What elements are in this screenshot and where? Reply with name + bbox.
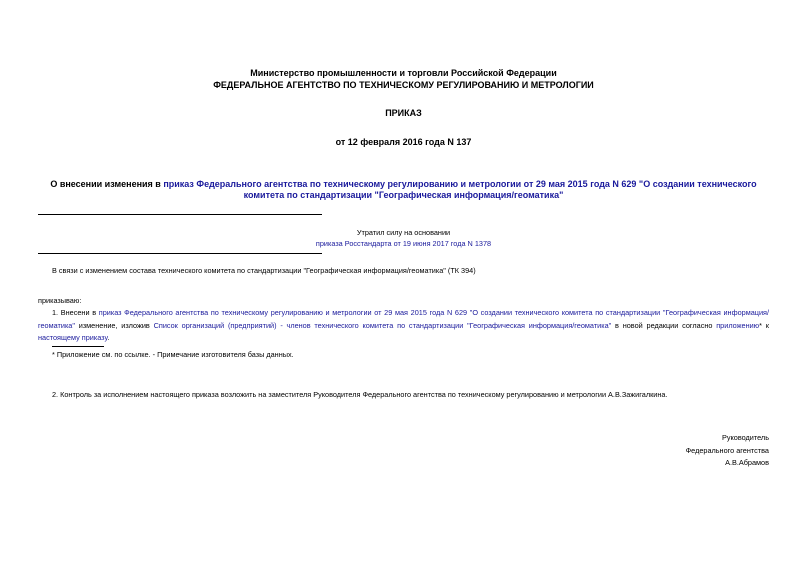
divider-bottom bbox=[38, 253, 322, 254]
item-1-mid2: в новой редакции согласно bbox=[611, 320, 717, 330]
ministry-name: Министерство промышленности и торговли Российской Федерации bbox=[250, 68, 557, 78]
item-1-mid: изменение, изложив bbox=[74, 320, 154, 330]
item-2-paragraph: 2. Контроль за исполнением настоящего приказа возложить на заместителя Руководителя Федерального агентства по техническому регулированию и метрологии А.В.Зажигалкина. bbox=[52, 390, 668, 399]
signature-name: А.В.Абрамов bbox=[725, 458, 769, 467]
doc-type: ПРИКАЗ bbox=[385, 108, 422, 118]
item-1-start: 1. Внесени в bbox=[52, 308, 99, 317]
title-order-link[interactable]: приказ Федерального агентства по техническому регулированию и метрологии от 29 мая 2015 года N 629 "О создании технического bbox=[163, 179, 757, 189]
status-note: Утратил силу на основании bbox=[356, 228, 451, 237]
signature-block bbox=[686, 432, 769, 470]
order-word: приказываю: bbox=[38, 296, 82, 305]
doc-title-line1 bbox=[0, 179, 807, 189]
agency-name: ФЕДЕРАЛЬНОЕ АГЕНТСТВО ПО ТЕХНИЧЕСКОМУ РЕГУЛИРОВАНИЮ И МЕТРОЛОГИИ bbox=[213, 80, 594, 90]
doc-title-line2 bbox=[0, 190, 807, 200]
footnote: * Приложение см. по ссылке. - Примечание изготовителя базы данных. bbox=[52, 350, 294, 359]
title-order-link-cont[interactable]: комитета по стандартизации "Географическая информация/геоматика" bbox=[243, 190, 564, 200]
item-1-paragraph bbox=[38, 307, 769, 345]
item-1-mid3: * к bbox=[759, 320, 769, 330]
item-1-this-order-link[interactable]: настоящему приказу bbox=[38, 333, 108, 342]
status-repeal-link[interactable]: приказа Росстандарта от 19 июня 2017 года N 1378 bbox=[315, 239, 492, 248]
title-prefix: О внесении изменения в bbox=[50, 179, 164, 189]
divider-top bbox=[38, 214, 322, 215]
item-1-order-link[interactable]: приказ Федерального агентства по техническому регулированию и метрологии от 29 мая 2015 года N 629 "О создании технического комитета по стандартизации "Географическая информация/геоматика" bbox=[38, 308, 770, 330]
doc-date-number: от 12 февраля 2016 года N 137 bbox=[335, 137, 472, 147]
signature-title: Руководитель bbox=[721, 433, 769, 442]
footnote-rule bbox=[52, 346, 104, 347]
signature-agency: Федерального агентства bbox=[685, 445, 769, 455]
intro-paragraph: В связи с изменением состава технического комитета по стандартизации "Географическая информация/геоматика" (ТК 394) bbox=[52, 266, 476, 275]
item-1-appendix-link[interactable]: приложению bbox=[716, 320, 760, 330]
item-1-list-link[interactable]: Список организаций (предприятий) - членов технического комитета по стандартизации "Географическая информация/геоматика" bbox=[153, 320, 612, 330]
item-1-end: . bbox=[107, 333, 110, 342]
